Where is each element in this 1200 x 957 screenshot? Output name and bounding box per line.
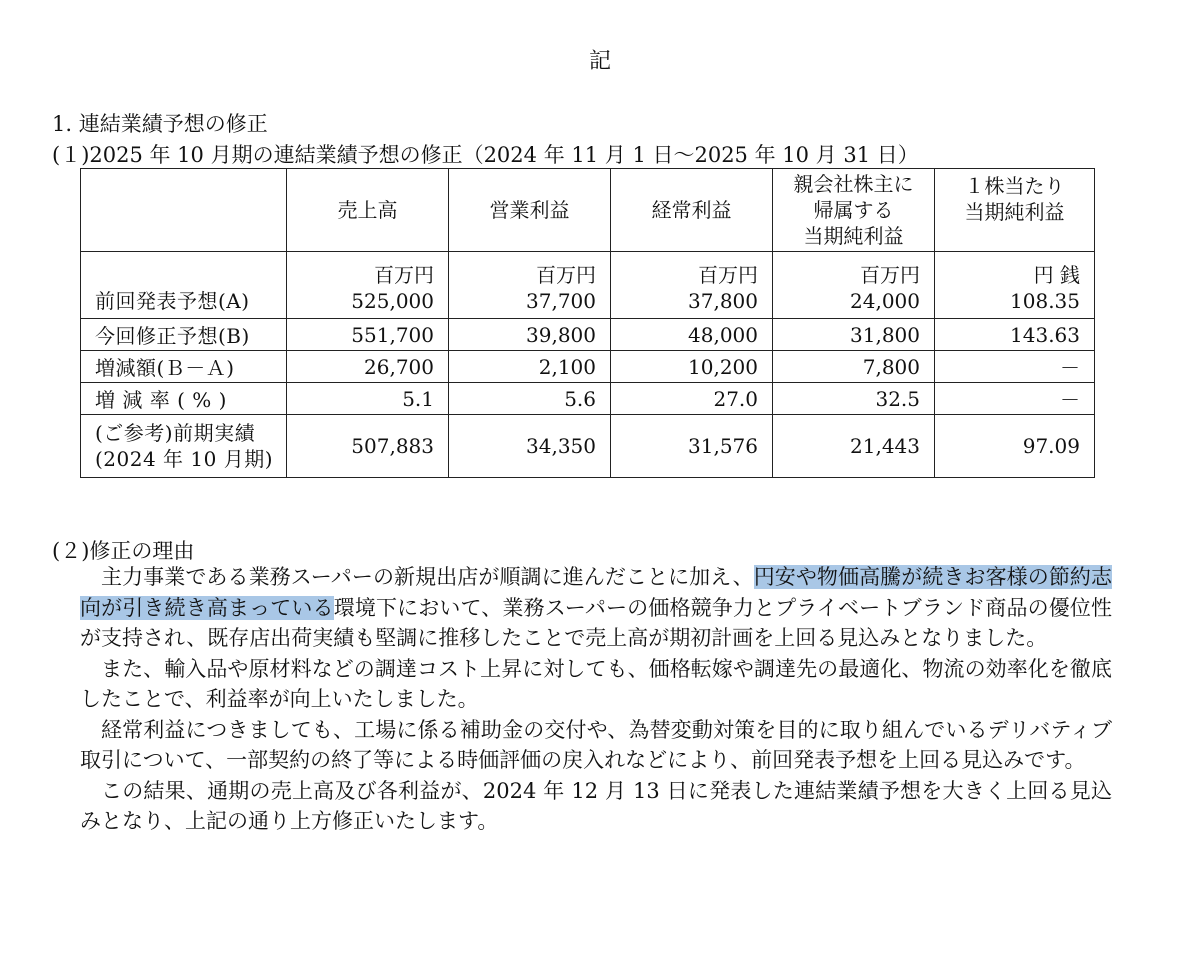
cell-value: 32.5 [773,383,935,415]
subsection-heading-1: (１)2025 年 10 月期の連結業績予想の修正（2024 年 11 月 1 日～2025 年 10 月 31 日） [52,143,919,167]
document-mark: 記 [588,49,611,74]
paragraph-text: 主力事業である業務スーパーの新規出店が順調に進んだことに加え、 [101,565,754,589]
cell-value: 39,800 [449,319,611,351]
cell-net-profit [773,252,935,319]
row-label-line: (ご参考)前期実績 [95,421,256,445]
row-label-line: (2024 年 10 月期) [95,447,274,471]
cell-value: 31,576 [611,415,773,478]
cell-value: 31,800 [773,319,935,351]
reason-body [80,562,1112,837]
cell-value: 525,000 [351,289,434,313]
cell-value: 97.09 [935,415,1095,478]
unit-label: 円 銭 [1033,263,1080,287]
cell-sales [287,252,449,319]
cell-eps [935,252,1095,319]
section-heading-1: 1. 連結業績予想の修正 [52,112,268,136]
unit-label: 百万円 [698,263,758,287]
cell-value: 21,443 [773,415,935,478]
table-row [81,351,1095,383]
reason-paragraph: この結果、通期の売上高及び各利益が、2024 年 12 月 13 日に発表した連結業績予想を大きく上回る見込みとなり、上記の通り上方修正いたします。 [80,778,1112,833]
highlighted-text[interactable]: 円安や物価高騰が続きお客様の節約志向が引き続き高まっている [80,565,1112,620]
reason-paragraph: 経常利益につきましても、工場に係る補助金の交付や、為替変動対策を目的に取り組んでいるデリバティブ取引について、一部契約の終了等による時価評価の戻入れなどにより、前回発表予想を上回る見込みです。 [80,717,1112,772]
reason-paragraph [80,562,1112,654]
cell-value: － [935,383,1095,415]
row-label [81,415,287,478]
table-row-reference [81,415,1095,478]
cell-value: 507,883 [287,415,449,478]
header-operating-profit: 営業利益 [449,169,611,252]
header-eps-line: １株当たり [964,174,1065,198]
cell-value: 24,000 [850,289,920,313]
cell-value: 2,100 [449,351,611,383]
cell-value: 143.63 [935,319,1095,351]
cell-value: 26,700 [287,351,449,383]
table-row [81,383,1095,415]
row-label: 前回発表予想(A) [81,252,287,319]
cell-value: 5.1 [287,383,449,415]
header-net-profit-line: 当期純利益 [803,224,904,248]
header-eps [935,169,1095,252]
cell-value: 10,200 [611,351,773,383]
header-net-profit [773,169,935,252]
cell-value: － [935,351,1095,383]
table-row [81,252,1095,319]
header-ordinary-profit: 経常利益 [611,169,773,252]
cell-value: 37,800 [688,289,758,313]
cell-value: 551,700 [287,319,449,351]
cell-value: 7,800 [773,351,935,383]
cell-value: 37,700 [526,289,596,313]
unit-label: 百万円 [860,263,920,287]
header-eps-line: 当期純利益 [964,200,1065,224]
subsection-heading-2: (２)修正の理由 [52,539,195,563]
cell-value: 108.35 [1010,289,1080,313]
reason-paragraph: また、輸入品や原材料などの調達コスト上昇に対しても、価格転嫁や調達先の最適化、物流の効率化を徹底したことで、利益率が向上いたしました。 [80,656,1112,711]
cell-value: 34,350 [449,415,611,478]
paragraph-text: 環境下において、業務スーパーの価格競争力とプライベートブランド商品の優位性が支持され、既存店出荷実績も堅調に推移したことで売上高が期初計画を上回る見込みとなりました。 [80,595,1113,650]
cell-value: 48,000 [611,319,773,351]
table-row [81,319,1095,351]
table-header-row [81,169,1095,252]
header-sales: 売上高 [287,169,449,252]
unit-label: 百万円 [536,263,596,287]
header-net-profit-line: 親会社株主に [793,172,914,196]
unit-label: 百万円 [374,263,434,287]
header-net-profit-line: 帰属する [813,198,894,222]
cell-operating-profit [449,252,611,319]
row-label: 増 減 率 ( % ) [81,383,287,415]
header-blank [81,169,287,252]
cell-value: 27.0 [611,383,773,415]
forecast-table [80,168,1095,478]
row-label: 増減額(Ｂ－Ａ) [81,351,287,383]
row-label: 今回修正予想(B) [81,319,287,351]
cell-ordinary-profit [611,252,773,319]
cell-value: 5.6 [449,383,611,415]
